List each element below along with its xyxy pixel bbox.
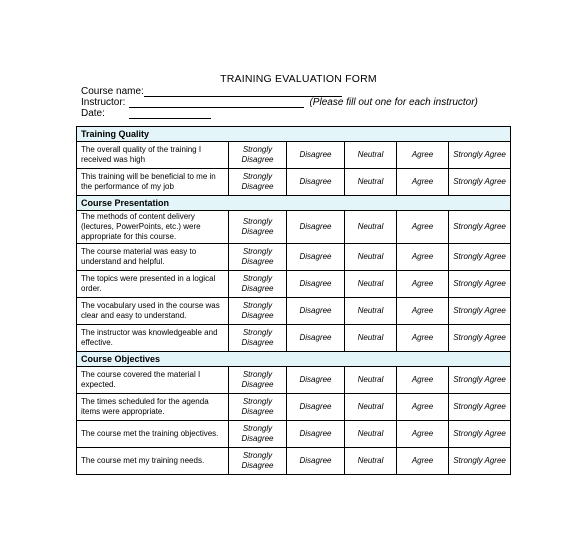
- course-name-field[interactable]: [144, 86, 342, 97]
- rating-option[interactable]: Disagree: [287, 211, 345, 244]
- rating-option[interactable]: Agree: [397, 367, 449, 394]
- rating-option[interactable]: Neutral: [345, 367, 397, 394]
- date-field[interactable]: [129, 108, 211, 119]
- rating-option[interactable]: Disagree: [287, 421, 345, 448]
- rating-option[interactable]: Strongly Disagree: [229, 211, 287, 244]
- rating-option[interactable]: Strongly Agree: [449, 298, 511, 325]
- rating-option[interactable]: Strongly Agree: [449, 448, 511, 475]
- form-title: TRAINING EVALUATION FORM: [220, 73, 377, 85]
- rating-option[interactable]: Neutral: [345, 448, 397, 475]
- rating-option[interactable]: Disagree: [287, 271, 345, 298]
- rating-option[interactable]: Strongly Disagree: [229, 325, 287, 352]
- question-text: The course met the training objectives.: [77, 421, 229, 448]
- rating-option[interactable]: Strongly Disagree: [229, 448, 287, 475]
- rating-option[interactable]: Neutral: [345, 244, 397, 271]
- rating-option[interactable]: Neutral: [345, 271, 397, 298]
- rating-option[interactable]: Strongly Disagree: [229, 298, 287, 325]
- rating-option[interactable]: Strongly Disagree: [229, 421, 287, 448]
- section-header: [77, 127, 511, 142]
- question-text: The times scheduled for the agenda items were appropriate.: [77, 394, 229, 421]
- rating-option[interactable]: Strongly Disagree: [229, 142, 287, 169]
- rating-option[interactable]: Strongly Agree: [449, 211, 511, 244]
- rating-option[interactable]: Strongly Disagree: [229, 367, 287, 394]
- rating-option[interactable]: Strongly Agree: [449, 271, 511, 298]
- date-label: Date:: [81, 108, 105, 119]
- rating-option[interactable]: Disagree: [287, 298, 345, 325]
- question-text: The methods of content delivery (lectures, PowerPoints, etc.) were appropriate for this course.: [77, 211, 229, 244]
- question-text: The topics were presented in a logical order.: [77, 271, 229, 298]
- question-text: The course material was easy to understand and helpful.: [77, 244, 229, 271]
- question-row: [77, 244, 511, 271]
- question-row: [77, 448, 511, 475]
- question-row: [77, 211, 511, 244]
- section-header: [77, 352, 511, 367]
- question-row: [77, 325, 511, 352]
- question-row: [77, 421, 511, 448]
- rating-option[interactable]: Strongly Disagree: [229, 394, 287, 421]
- rating-option[interactable]: Disagree: [287, 367, 345, 394]
- rating-option[interactable]: Strongly Agree: [449, 394, 511, 421]
- question-text: The overall quality of the training I received was high: [77, 142, 229, 169]
- question-text: This training will be beneficial to me in the performance of my job: [77, 169, 229, 196]
- rating-option[interactable]: Strongly Agree: [449, 325, 511, 352]
- rating-option[interactable]: Disagree: [287, 169, 345, 196]
- section-title: Course Objectives: [77, 352, 511, 367]
- question-row: [77, 394, 511, 421]
- rating-option[interactable]: Neutral: [345, 394, 397, 421]
- rating-option[interactable]: Disagree: [287, 394, 345, 421]
- rating-option[interactable]: Agree: [397, 421, 449, 448]
- rating-option[interactable]: Neutral: [345, 325, 397, 352]
- question-row: [77, 271, 511, 298]
- rating-option[interactable]: Neutral: [345, 169, 397, 196]
- rating-option[interactable]: Disagree: [287, 142, 345, 169]
- rating-option[interactable]: Strongly Agree: [449, 421, 511, 448]
- rating-option[interactable]: Disagree: [287, 325, 345, 352]
- section-title: Course Presentation: [77, 196, 511, 211]
- question-row: [77, 298, 511, 325]
- rating-option[interactable]: Agree: [397, 298, 449, 325]
- section-title: Training Quality: [77, 127, 511, 142]
- question-text: The instructor was knowledgeable and effective.: [77, 325, 229, 352]
- question-row: [77, 169, 511, 196]
- instructor-note: (Please fill out one for each instructor): [309, 97, 478, 108]
- rating-option[interactable]: Strongly Agree: [449, 367, 511, 394]
- instructor-field[interactable]: [129, 97, 304, 108]
- rating-option[interactable]: Neutral: [345, 142, 397, 169]
- rating-option[interactable]: Agree: [397, 325, 449, 352]
- rating-option[interactable]: Agree: [397, 211, 449, 244]
- rating-option[interactable]: Strongly Disagree: [229, 169, 287, 196]
- course-name-row: [81, 86, 342, 97]
- rating-option[interactable]: Agree: [397, 448, 449, 475]
- date-row: [81, 108, 211, 119]
- rating-option[interactable]: Agree: [397, 244, 449, 271]
- rating-option[interactable]: Strongly Agree: [449, 169, 511, 196]
- rating-option[interactable]: Agree: [397, 142, 449, 169]
- rating-option[interactable]: Disagree: [287, 448, 345, 475]
- question-text: The course covered the material I expected.: [77, 367, 229, 394]
- evaluation-table: [76, 126, 511, 475]
- question-text: The vocabulary used in the course was clear and easy to understand.: [77, 298, 229, 325]
- rating-option[interactable]: Strongly Agree: [449, 142, 511, 169]
- rating-option[interactable]: Disagree: [287, 244, 345, 271]
- instructor-label: Instructor:: [81, 97, 126, 108]
- rating-option[interactable]: Strongly Agree: [449, 244, 511, 271]
- course-name-label: Course name:: [81, 86, 144, 97]
- instructor-row: [81, 97, 478, 108]
- section-header: [77, 196, 511, 211]
- rating-option[interactable]: Agree: [397, 394, 449, 421]
- rating-option[interactable]: Agree: [397, 169, 449, 196]
- rating-option[interactable]: Agree: [397, 271, 449, 298]
- rating-option[interactable]: Neutral: [345, 211, 397, 244]
- rating-option[interactable]: Neutral: [345, 298, 397, 325]
- question-text: The course met my training needs.: [77, 448, 229, 475]
- rating-option[interactable]: Neutral: [345, 421, 397, 448]
- rating-option[interactable]: Strongly Disagree: [229, 244, 287, 271]
- question-row: [77, 367, 511, 394]
- question-row: [77, 142, 511, 169]
- rating-option[interactable]: Strongly Disagree: [229, 271, 287, 298]
